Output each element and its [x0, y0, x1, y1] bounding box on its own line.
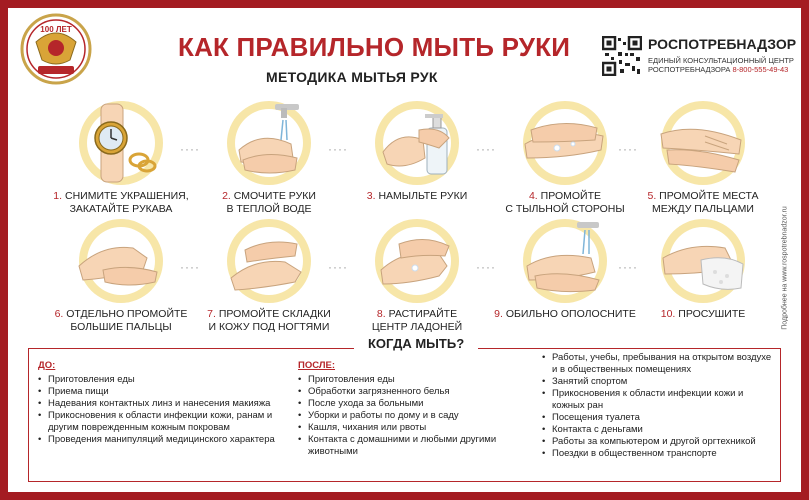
step-4: [490, 100, 640, 216]
separator-dots: ····: [476, 260, 496, 274]
list-item: • Прикосновения к области инфекции кожи, ранам и другим поврежденным кожным покровам: [38, 410, 288, 434]
soap-dispenser-icon: [369, 100, 465, 186]
rospotrebnadzor-emblem-icon: [18, 12, 94, 86]
step-caption: 1. СНИМИТЕ УКРАШЕНИЯ, ЗАКАТАЙТЕ РУКАВА: [53, 190, 189, 215]
list-item: • Уборки и работы по дому и в саду: [298, 410, 518, 422]
before-list: [38, 374, 288, 446]
separator-dots: ····: [618, 142, 638, 156]
list-item: • Обработки загрязненного белья: [298, 386, 518, 398]
step-caption: 3. НАМЫЛЬТЕ РУКИ: [366, 190, 468, 202]
step-7: [194, 218, 344, 334]
step-3: [342, 100, 492, 203]
separator-dots: ····: [328, 142, 348, 156]
list-item: • Приема пищи: [38, 386, 288, 398]
hotline-phone: 8-800-555-49-43: [732, 65, 789, 74]
page-subtitle: МЕТОДИКА МЫТЬЯ РУК: [266, 69, 438, 85]
svg-text:100 ЛЕТ: 100 ЛЕТ: [40, 25, 72, 34]
separator-dots: ····: [618, 260, 638, 274]
towel-icon: [655, 218, 751, 304]
step-10: [628, 218, 778, 321]
step-caption: 6. ОТДЕЛЬНО ПРОМОЙТЕ БОЛЬШИЕ ПАЛЬЦЫ: [54, 308, 188, 333]
separator-dots: ····: [328, 260, 348, 274]
step-caption: 9. ОБИЛЬНО ОПОЛОСНИТЕ: [494, 308, 636, 320]
list-item: • Поездки в общественном транспорте: [542, 448, 772, 460]
step-caption: 8. РАСТИРАЙТЕ ЦЕНТР ЛАДОНЕЙ: [371, 308, 463, 333]
qr-code-icon: [602, 36, 642, 76]
list-item: • Контакта с деньгами: [542, 424, 772, 436]
step-caption: 7. ПРОМОЙТЕ СКЛАДКИ И КОЖУ ПОД НОГТЯМИ: [207, 308, 331, 333]
page-title: КАК ПРАВИЛЬНО МЫТЬ РУКИ: [178, 32, 571, 62]
watch-ring-icon: [73, 100, 169, 186]
hands-back-icon: [517, 100, 613, 186]
org-name: РОСПОТРЕБНАДЗОР: [648, 36, 797, 52]
after-list-continued: [542, 352, 772, 460]
after-list: [298, 374, 518, 458]
separator-dots: ····: [180, 142, 200, 156]
step-caption: 4. ПРОМОЙТЕ С ТЫЛЬНОЙ СТОРОНЫ: [505, 190, 625, 215]
org-center-line: ЕДИНЫЙ КОНСУЛЬТАЦИОННЫЙ ЦЕНТР: [648, 56, 794, 65]
after-label: ПОСЛЕ:: [298, 360, 336, 371]
list-item: • Работы, учебы, пребывания на открытом воздухе и в общественных помещениях: [542, 352, 772, 376]
after-column: [298, 360, 518, 458]
separator-dots: ····: [476, 142, 496, 156]
list-item: • Контакта с домашними и любыми другими животными: [298, 434, 518, 458]
step-6: [46, 218, 196, 334]
fingers-interlace-icon: [655, 100, 751, 186]
list-item: • Прикосновения к области инфекции кожи и кожных ран: [542, 388, 772, 412]
list-item: • Проведения манипуляций медицинского характера: [38, 434, 288, 446]
list-item: • Занятий спортом: [542, 376, 772, 388]
step-8: [342, 218, 492, 334]
step-5: [628, 100, 778, 216]
list-item: • Посещения туалета: [542, 412, 772, 424]
step-caption: 5. ПРОМОЙТЕ МЕСТА МЕЖДУ ПАЛЬЦАМИ: [647, 190, 759, 215]
before-label: ДО:: [38, 360, 56, 371]
step-caption: 2. СМОЧИТЕ РУКИ В ТЕПЛОЙ ВОДЕ: [222, 190, 316, 215]
list-item: • После ухода за больными: [298, 398, 518, 410]
list-item: • Надевания контактных линз и нанесения макияжа: [38, 398, 288, 410]
step-caption: 10. ПРОСУШИТЕ: [660, 308, 746, 320]
org-center-line-2: РОСПОТРЕБНАДЗОРА 8-800-555-49-43: [648, 65, 789, 74]
step-2: [194, 100, 344, 216]
list-item: • Приготовления еды: [38, 374, 288, 386]
after-column-continued: [542, 352, 772, 460]
fingertips-icon: [221, 218, 317, 304]
website-note: Подробнее на www.rospotrebnadzor.ru: [781, 206, 789, 330]
list-item: • Кашля, чихания или рвоты: [298, 422, 518, 434]
thumbs-icon: [73, 218, 169, 304]
rinse-icon: [517, 218, 613, 304]
tap-water-icon: [221, 100, 317, 186]
before-column: [38, 360, 288, 446]
step-1: [46, 100, 196, 216]
separator-dots: ····: [180, 260, 200, 274]
when-to-wash-title: КОГДА МЫТЬ?: [354, 336, 478, 351]
palms-icon: [369, 218, 465, 304]
list-item: • Работы за компьютером и другой оргтехникой: [542, 436, 772, 448]
poster: [8, 8, 801, 492]
list-item: • Приготовления еды: [298, 374, 518, 386]
